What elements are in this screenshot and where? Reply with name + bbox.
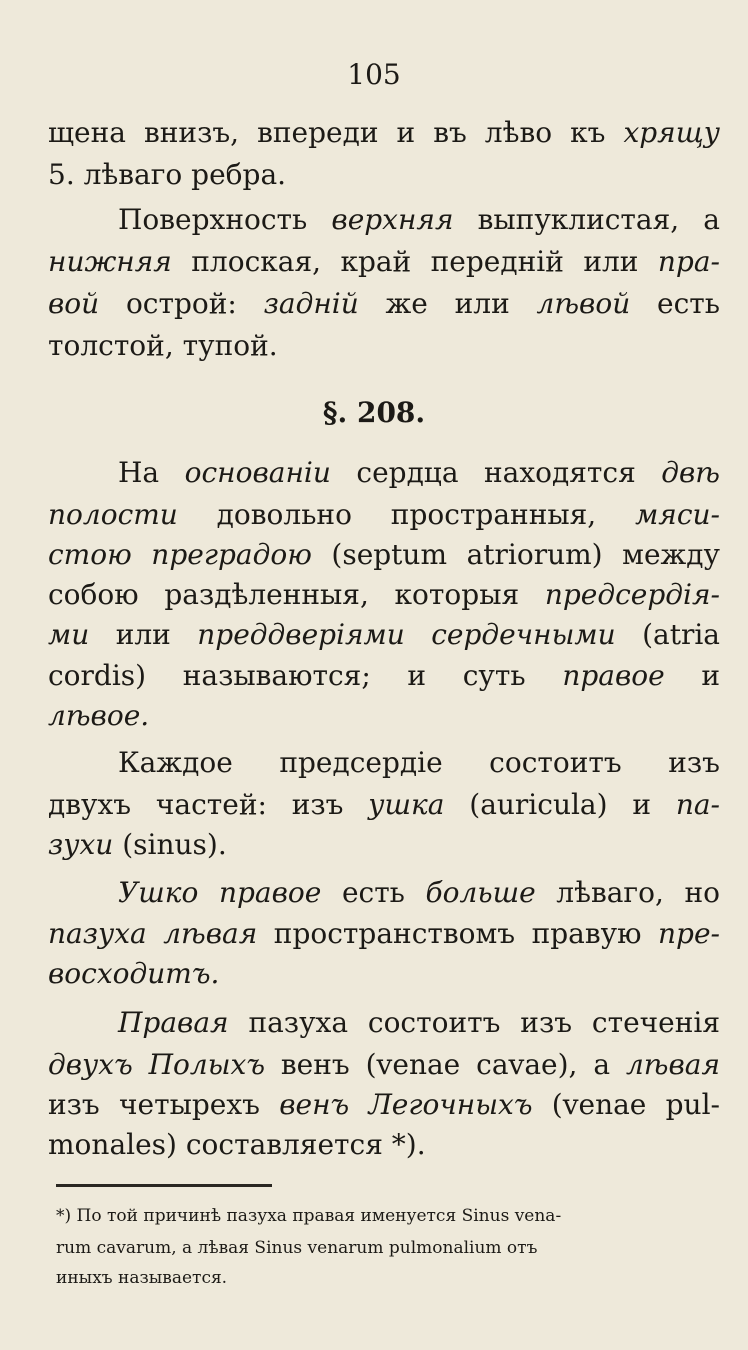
section-heading: §. 208. bbox=[322, 396, 426, 429]
text-line: полости довольно пространныя, мяси- bbox=[48, 498, 720, 531]
italic-term: основаніи bbox=[184, 456, 331, 489]
text-line: 5. лѣваго ребра. bbox=[48, 158, 287, 191]
text-line: Ушко правое есть больше лѣваго, но bbox=[118, 876, 720, 909]
text-line: нижняя плоская, край передній или пра- bbox=[48, 245, 720, 278]
italic-term: предсердія- bbox=[544, 578, 720, 611]
footnote-divider bbox=[56, 1184, 272, 1187]
italic-term: правое bbox=[562, 659, 665, 692]
text-line: На основаніи сердца находятся двѣ bbox=[118, 456, 721, 489]
text-line: двухъ частей: изъ ушка (auricula) и па- bbox=[48, 788, 721, 821]
text-line: пазуха лѣвая пространствомъ правую пре- bbox=[48, 917, 720, 950]
italic-term: па- bbox=[675, 788, 721, 821]
italic-term: мяси- bbox=[635, 498, 720, 531]
italic-term: задній bbox=[263, 287, 359, 320]
italic-term: полости bbox=[48, 498, 178, 531]
text-line: лѣвое. bbox=[48, 699, 150, 732]
italic-term: зухи bbox=[48, 828, 114, 861]
text-line: собою раздѣленныя, которыя предсердія- bbox=[48, 578, 720, 611]
text-line: Поверхность верхняя выпуклистая, а bbox=[118, 203, 720, 236]
text-line: cordis) называются; и суть правое и bbox=[48, 659, 721, 692]
italic-term: больше bbox=[425, 876, 536, 909]
italic-term: верхняя bbox=[331, 203, 454, 236]
text-line: зухи (sinus). bbox=[48, 828, 227, 861]
italic-term: вой bbox=[48, 287, 100, 320]
text-line: вой острой: задній же или лѣвой есть bbox=[48, 287, 720, 320]
text-line: Правая пазуха состоитъ изъ стеченія bbox=[118, 1006, 720, 1039]
italic-term: ми bbox=[48, 618, 90, 651]
footnote-line: rum cavarum, а лѣвая Sinus venarum pulmonalium отъ bbox=[56, 1238, 538, 1258]
text-line: восходитъ. bbox=[48, 957, 220, 990]
page-number: 105 bbox=[347, 58, 401, 91]
text-line: изъ четырехъ венъ Легочныхъ (venae pul- bbox=[48, 1088, 720, 1121]
text-line: щена внизъ, впереди и въ лѣво къ хрящу bbox=[48, 116, 720, 149]
italic-term: Правая bbox=[118, 1006, 229, 1039]
italic-term: лѣвой bbox=[536, 287, 631, 320]
italic-term: ушка bbox=[368, 788, 445, 821]
italic-term: пра- bbox=[657, 245, 720, 278]
italic-term: Ушко правое bbox=[118, 876, 322, 909]
italic-term: двѣ bbox=[661, 456, 721, 489]
text-line: monales) составляется *). bbox=[48, 1128, 426, 1161]
italic-term: двухъ Полыхъ bbox=[48, 1048, 266, 1081]
italic-term: хрящу bbox=[623, 116, 720, 149]
text-line: ми или преддверіями сердечными (atria bbox=[48, 618, 720, 651]
italic-term: нижняя bbox=[48, 245, 172, 278]
footnote-line: *) По той причинѣ пазуха правая именуется Sinus vena- bbox=[56, 1206, 562, 1226]
italic-term: стою преградою bbox=[48, 538, 312, 571]
footnote-line: иныхъ называется. bbox=[56, 1268, 228, 1288]
text-line: толстой, тупой. bbox=[48, 329, 278, 362]
italic-term: лѣвая bbox=[625, 1048, 721, 1081]
text-line: двухъ Полыхъ венъ (venae cavae), а лѣвая bbox=[48, 1048, 721, 1081]
text-line: Каждое предсердіе состоитъ изъ bbox=[118, 746, 720, 779]
italic-term: пре- bbox=[658, 917, 720, 950]
italic-term: пазуха лѣвая bbox=[48, 917, 258, 950]
text-line: стою преградою (septum atriorum) между bbox=[48, 538, 720, 571]
italic-term: преддверіями сердечными bbox=[197, 618, 616, 651]
italic-term: венъ Легочныхъ bbox=[279, 1088, 533, 1121]
